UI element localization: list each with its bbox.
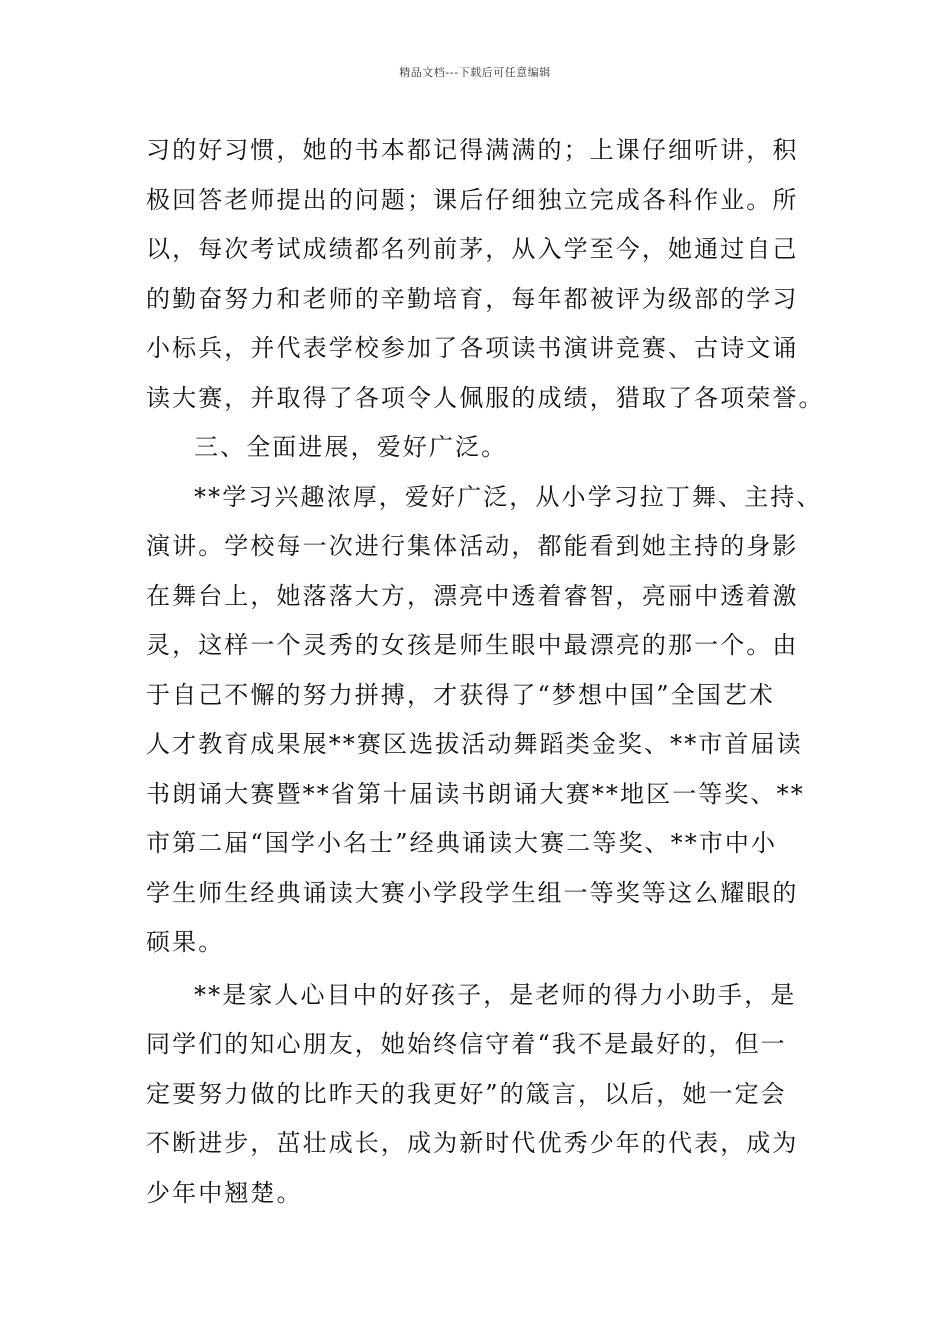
text-line: 硕果。 xyxy=(146,928,225,956)
page-header: 精品文档---下载后可任意编辑 xyxy=(399,66,551,79)
text-line: 在舞台上，她落落大方，漂亮中透着睿智，亮丽中透着激 xyxy=(146,581,799,610)
text-line: 小标兵，并代表学校参加了各项读书演讲竞赛、古诗文诵 xyxy=(146,334,799,362)
text-line: 书朗诵大赛暨**省第十届读书朗诵大赛**地区一等奖、** xyxy=(146,779,805,808)
paragraph xyxy=(146,971,810,1219)
text-line: 以，每次考试成绩都名列前茅，从入学至今，她通过自己 xyxy=(146,235,799,263)
paragraph xyxy=(146,126,825,423)
text-line: 习的好习惯，她的书本都记得满满的；上课仔细听讲，积 xyxy=(146,136,799,164)
text-line: 市第二届“国学小名士”经典诵读大赛二等奖、**市中小 xyxy=(146,829,778,857)
text-line: 定要努力做的比昨天的我更好”的箴言，以后，她一定会 xyxy=(146,1079,787,1108)
section-heading xyxy=(146,423,810,473)
section-heading-text: 三、全面进展，爱好广泛。 xyxy=(194,433,508,461)
text-line: 演讲。学校每一次进行集体活动，都能看到她主持的身影 xyxy=(146,532,799,560)
text-line: 的勤奋努力和老师的辛勤培育，每年都被评为级部的学习 xyxy=(146,284,799,313)
document-body xyxy=(146,126,825,1218)
text-line: 人才教育成果展**赛区选拔活动舞蹈类金奖、**市首届读 xyxy=(146,730,803,758)
text-line: 同学们的知心朋友，她始终信守着“我不是最好的，但一 xyxy=(146,1030,787,1058)
text-line: 极回答老师提出的问题；课后仔细独立完成各科作业。所 xyxy=(146,185,799,214)
text-line: **学习兴趣浓厚，爱好广泛，从小学习拉丁舞、主持、 xyxy=(194,482,823,511)
paragraph xyxy=(146,473,823,968)
text-line: 读大赛，并取得了各项令人佩服的成绩，猎取了各项荣誉。 xyxy=(146,383,825,412)
text-line: 不断进步，茁壮成长，成为新时代优秀少年的代表，成为 xyxy=(146,1129,799,1157)
text-line: 灵，这样一个灵秀的女孩是师生眼中最漂亮的那一个。由 xyxy=(146,631,799,659)
text-line: 于自己不懈的努力拼搏，才获得了“梦想中国”全国艺术 xyxy=(146,680,776,709)
text-line: **是家人心目中的好孩子，是老师的得力小助手，是 xyxy=(194,980,797,1009)
text-line: 少年中翘楚。 xyxy=(146,1178,303,1207)
text-line: 学生师生经典诵读大赛小学段学生组一等奖等这么耀眼的 xyxy=(146,878,799,907)
